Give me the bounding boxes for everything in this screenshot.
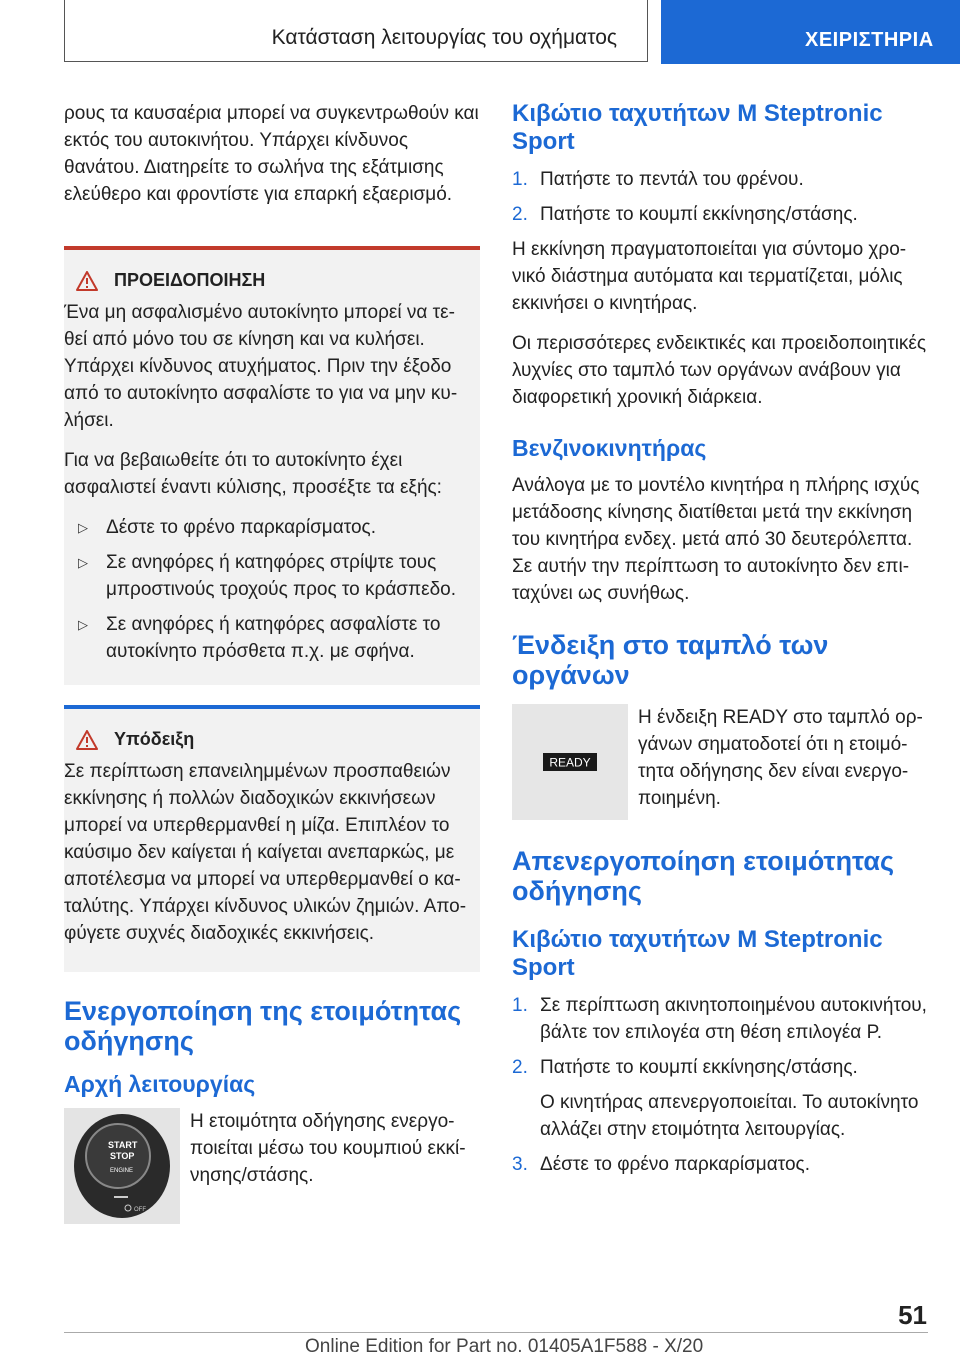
heading-deactivate: Απενεργοποίηση ετοιμότητας οδήγησης	[512, 846, 894, 906]
left-column	[64, 100, 480, 1242]
heading-steptronic-1: Κιβώτιο ταχυτήτων M Steptronic Sport	[512, 100, 883, 155]
button-off-label: OFF	[134, 1207, 146, 1213]
heading-steptronic-2: Κιβώτιο ταχυτήτων M Steptronic Sport	[512, 926, 883, 981]
ready-label: READY	[549, 755, 591, 770]
footer-edition: Online Edition for Part no. 01405A1F588 - X/20	[305, 1336, 704, 1357]
footer-divider	[64, 1332, 928, 1333]
warning-triangle-icon	[76, 271, 98, 291]
bullet-triangle-icon: ▷	[78, 555, 88, 570]
start-stop-button-image	[64, 1108, 180, 1224]
start-paragraph: Η εκκίνηση πραγματοποιείται για σύντομο χρονικό διάστημα αυτόματα και τερματίζεται, μόλις εκκινήσει ο κινητήρας.	[512, 239, 907, 314]
page-number: 51	[898, 1300, 927, 1330]
warning-title	[64, 270, 470, 291]
bullet-triangle-icon: ▷	[78, 520, 88, 535]
button-stop-label: STOP	[110, 1151, 135, 1161]
header-chapter-tab	[661, 0, 960, 64]
warning-bullet-list	[64, 514, 470, 665]
page-header	[64, 0, 960, 64]
button-engine-label: ENGINE	[110, 1168, 134, 1174]
bullet-triangle-icon: ▷	[78, 617, 88, 632]
warning-text: Ένα μη ασφαλισμένο αυτοκίνητο μπορεί να τεθεί από μόνο του σε κίνηση και να κυλήσει. Υπάρχει κίνδυνος ατυχήματος. Πριν την έξοδο από το αυτοκίνητο ασφαλίστε το για να μην κυλήσει.	[64, 302, 458, 431]
right-column	[512, 100, 928, 1186]
heading-principle: Αρχή λειτουργίας	[64, 1071, 256, 1097]
list-item: ▷ Σε ανηφόρες ή κατηφόρες ασφαλίστε το αυτοκίνητο πρόσθετα π.χ. με σφήνα.	[64, 611, 470, 665]
warning-title-text: ΠΡΟΕΙΔΟΠΟΙΗΣΗ	[114, 270, 266, 290]
heading-petrol-engine: Βενζινοκινητήρας	[512, 435, 707, 461]
steps-list-2	[512, 992, 928, 1178]
list-item: ▷ Δέστε το φρένο παρκαρίσματος.	[64, 514, 470, 541]
heading-instrument-display: Ένδειξη στο ταμπλό των οργάνων	[512, 630, 829, 690]
list-item: 1. Σε περίπτωση ακινητοποιημένου αυτοκινήτου, βάλτε τον επιλογέα στη θέση επιλογέα P.	[512, 995, 927, 1043]
principle-text: Η ετοιμότητα οδήγησης ενεργοποιείται μέσω του κουμπιού εκκίνησης/στάσης.	[190, 1111, 466, 1186]
intro-paragraph: ρους τα καυσαέρια μπορεί να συγκεντρωθούν και εκτός του αυτοκινήτου. Υπάρχει κίνδυνος θανάτου. Διατηρείτε το σωλήνα της εξάτμισης ελεύθερο και φροντίστε για επαρκή εξαερισμό.	[64, 103, 479, 205]
list-item: 2. Πατήστε το κουμπί εκκίνησης/στάσης.	[512, 1057, 858, 1078]
lamps-paragraph: Οι περισσότερες ενδεικτικές και προειδοποιητικές λυχνίες στο ταμπλό των οργάνων ανάβουν για διαφορετική χρονική διάρκεια.	[512, 333, 927, 408]
header-section-box	[64, 0, 648, 62]
warning-triangle-icon	[76, 730, 98, 750]
petrol-paragraph: Ανάλογα με το μοντέλο κινητήρα η πλήρης ισχύς μετάδοσης κίνησης διατίθεται μετά την εκκίνηση του κινητήρα ενδεχ. μετά από 30 δευτερόλεπτα. Σε αυτήν την περίπτωση το αυτοκίνητο δεν επιταχύνει ως συνήθως.	[512, 475, 920, 604]
list-item: 1. Πατήστε το πεντάλ του φρένου.	[512, 169, 804, 190]
ready-indicator-image	[512, 704, 628, 820]
principle-figure-row	[64, 1108, 480, 1224]
header-chapter-title: ΧΕΙΡΙΣΤΗΡΙΑ	[805, 29, 934, 51]
list-item: 3. Δέστε το φρένο παρκαρίσματος.	[512, 1154, 810, 1175]
header-section-title: Κατάσταση λειτουργίας του οχήματος	[271, 26, 617, 49]
start-stop-button-icon	[64, 1108, 180, 1224]
ready-indicator-icon	[512, 704, 628, 820]
warning-text-2: Για να βεβαιωθείτε ότι το αυτοκίνητο έχει ασφαλιστεί έναντι κύλισης, προσέξτε τα εξής:	[64, 450, 442, 498]
note-title	[64, 729, 470, 750]
heading-activate: Ενεργοποίηση της ετοιμότητας οδήγησης	[64, 996, 462, 1056]
ready-text: Η ένδειξη READY στο ταμπλό οργάνων σηματοδοτεί ότι η ετοιμότητα οδήγησης δεν είναι ενεργοποιημένη.	[638, 707, 923, 809]
note-box	[64, 705, 480, 972]
note-title-text: Υπόδειξη	[114, 729, 195, 749]
button-start-label: START	[108, 1140, 138, 1150]
list-item: Ο κινητήρας απενεργοποιείται. Το αυτοκίνητο αλλάζει στην ετοιμότητα λειτουργίας.	[540, 1092, 919, 1140]
ready-figure-row	[512, 704, 928, 820]
warning-box	[64, 246, 480, 685]
steps-list-1	[512, 166, 928, 228]
list-item: 2. Πατήστε το κουμπί εκκίνησης/στάσης.	[512, 204, 858, 225]
list-item: ▷ Σε ανηφόρες ή κατηφόρες στρίψτε τους μπροστινούς τροχούς προς το κράσπεδο.	[64, 549, 470, 603]
note-text: Σε περίπτωση επανειλημμένων προσπαθειών εκκίνησης ή πολλών διαδοχικών εκκινήσεων μπορεί να υπερθερμανθεί η μίζα. Επιπλέον το καύσιμο δεν καίγεται ή καίγεται ανεπαρκώς, με αποτέλεσμα να μπορεί να υπερθερμανθεί ο καταλύτης. Υπάρχει κίνδυνος υλικών ζημιών. Αποφύγετε συχνές διαδοχικές εκκινήσεις.	[64, 761, 467, 944]
